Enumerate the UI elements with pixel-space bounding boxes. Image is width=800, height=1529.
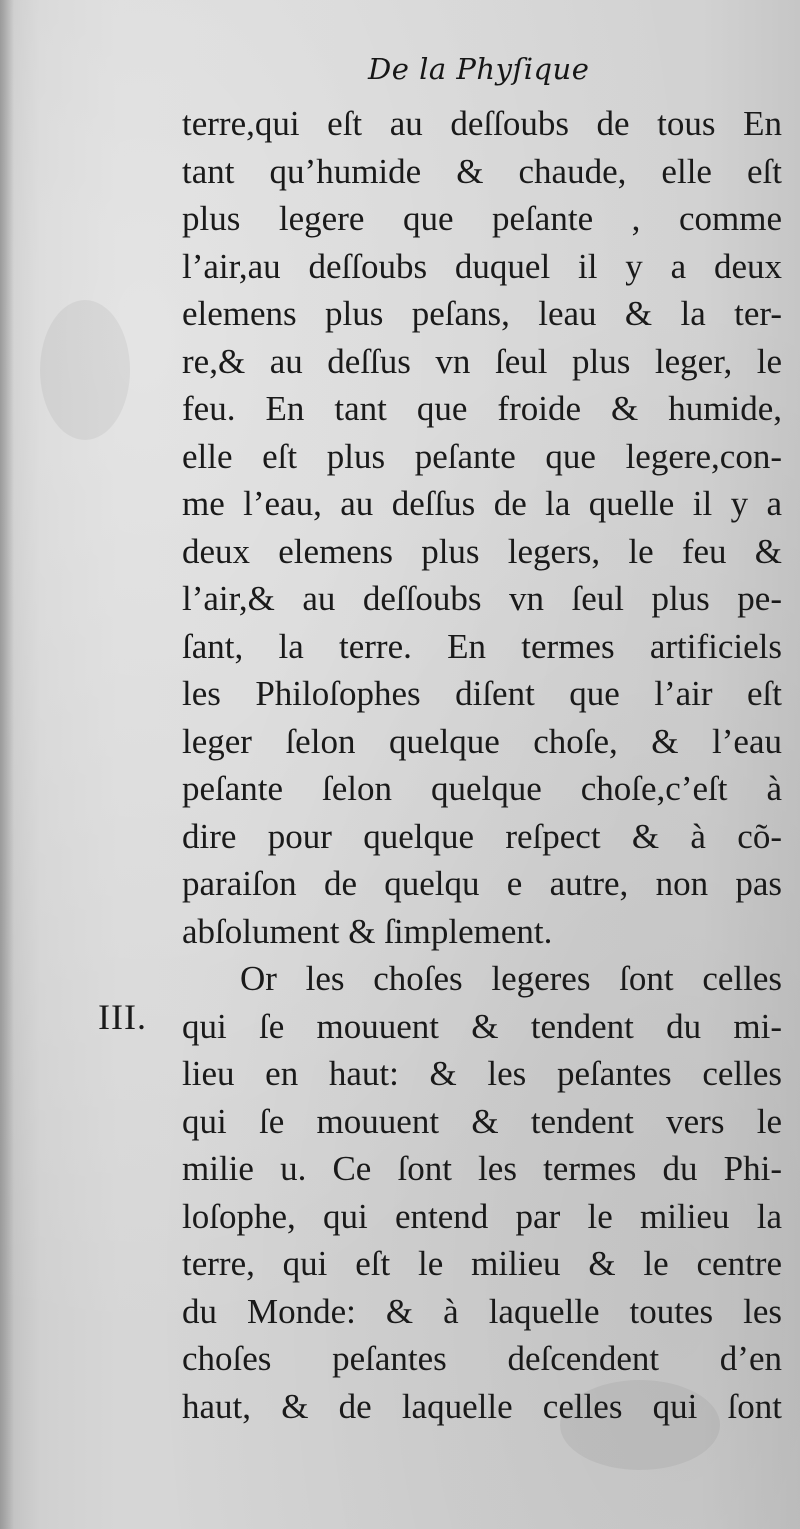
text-line: loſophe, qui entend par le milieu la (182, 1196, 782, 1236)
text-line: ſant, la terre. En termes artificiels (182, 626, 782, 666)
running-head: De la Phyſique (368, 52, 590, 86)
paragraph-first-line: Or les choſes legeres ſont celles (240, 959, 782, 998)
text-line: terre,qui eſt au deſſoubs de tous En (182, 104, 782, 143)
text-line: deux elemens plus legers, le feu & (182, 531, 782, 571)
text-line: l’air,au deſſoubs duquel il y a deux (182, 246, 782, 286)
text-line: qui ſe mouuent & tendent vers le (182, 1101, 782, 1141)
text-line: terre, qui eſt le milieu & le centre (182, 1244, 782, 1283)
text-line: choſes peſantes deſcendent d’en (182, 1339, 782, 1378)
text-line: abſolument & ſimplement. (182, 911, 553, 951)
text-line: haut, & de laquelle celles qui ſont (182, 1386, 782, 1426)
text-line: elemens plus peſans, leau & la ter- (182, 294, 782, 333)
text-line: re,& au deſſus vn ſeul plus leger, le (182, 341, 782, 381)
text-line: feu. En tant que froide & humide, (182, 389, 782, 428)
text-line: peſante ſelon quelque choſe,c’eſt à (182, 769, 782, 808)
text-line: lieu en haut: & les peſantes celles (182, 1054, 782, 1093)
text-line: qui ſe mouuent & tendent du mi- (182, 1006, 782, 1046)
text-line: dire pour quelque reſpect & à cõ- (182, 816, 782, 856)
paper-stain (40, 300, 130, 440)
text-line: elle eſt plus peſante que legere,con- (182, 436, 782, 476)
text-line: leger ſelon quelque choſe, & l’eau (182, 721, 782, 761)
text-line: l’air,& au deſſoubs vn ſeul plus pe- (182, 579, 782, 618)
text-line: milie u. Ce ſont les termes du Phi- (182, 1149, 782, 1188)
section-number: III. (98, 997, 147, 1037)
text-line: du Monde: & à laquelle toutes les (182, 1291, 782, 1331)
text-line: me l’eau, au deſſus de la quelle il y a (182, 484, 782, 523)
text-line: plus legere que peſante , comme (182, 199, 782, 238)
text-line: tant qu’humide & chaude, elle eſt (182, 151, 782, 191)
body-text (182, 100, 782, 1430)
page-binding-shadow (0, 0, 14, 1529)
text-line: les Philoſophes diſent que l’air eſt (182, 674, 782, 713)
text-line: paraiſon de quelqu e autre, non pas (182, 864, 782, 903)
